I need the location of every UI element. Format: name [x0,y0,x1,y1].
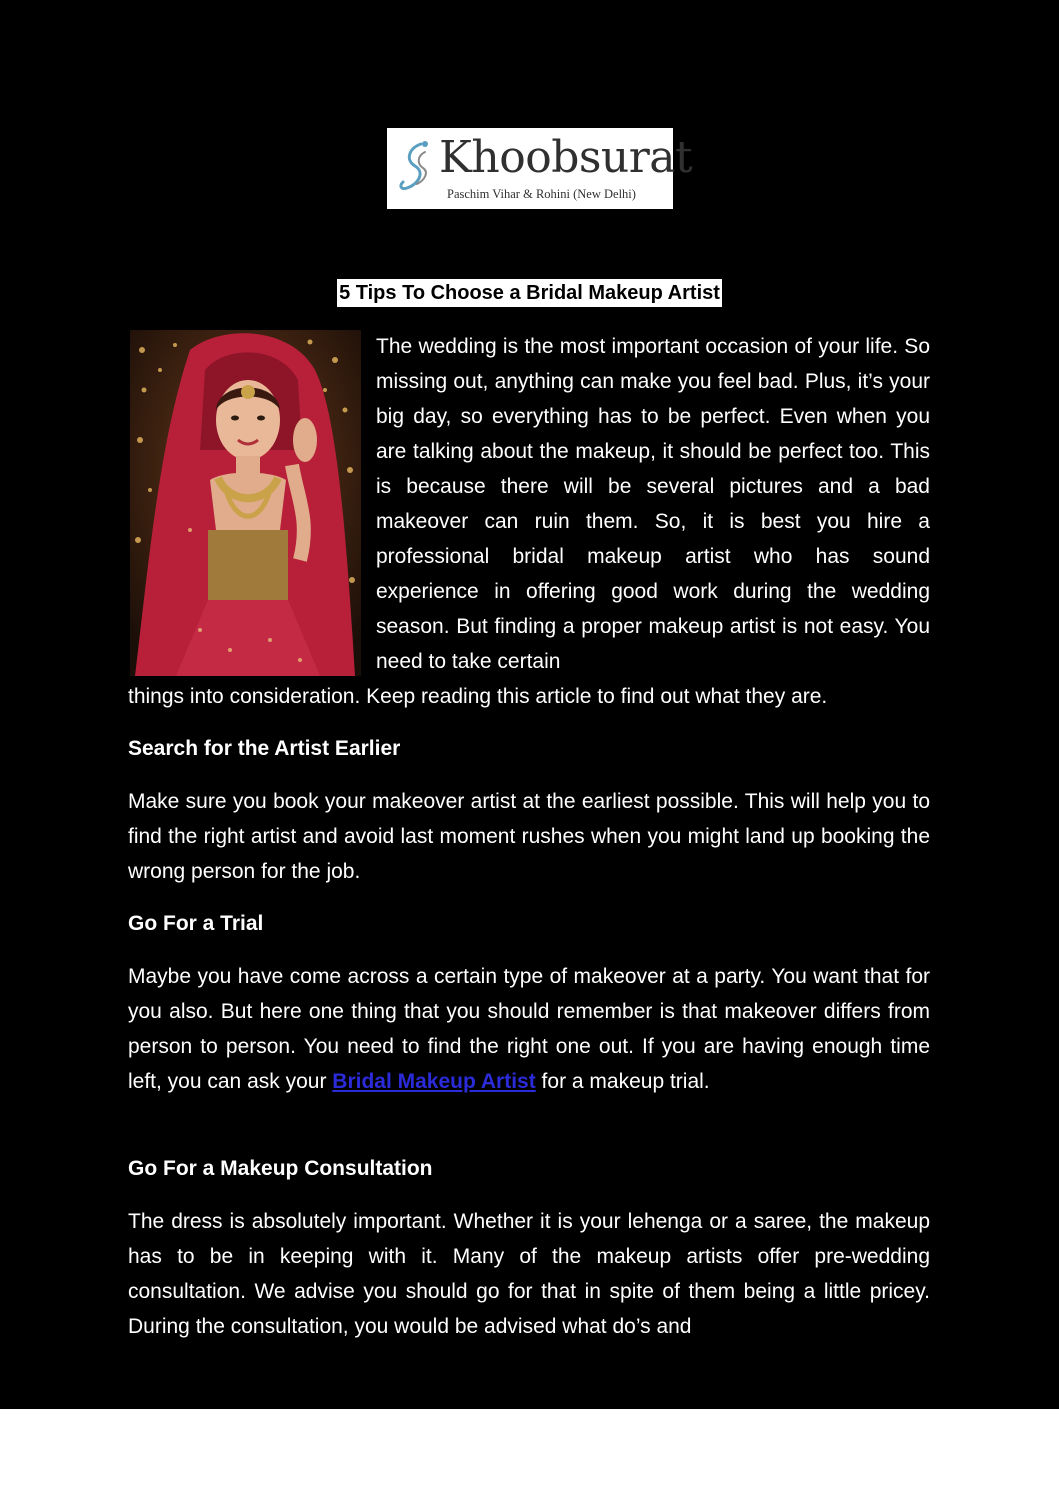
section-paragraph: Make sure you book your makeover artist at the earliest possible. This will help you to find the right artist and avoid last moment rushes when you might land up booking the wrong person for the job. [128,790,930,883]
section-heading: Search for the Artist Earlier [128,737,401,760]
section-heading: Go For a Makeup Consultation [128,1157,433,1180]
logo-swirl-icon [395,138,435,200]
paragraph-text: Maybe you have come across a certain type of makeover at a party. You want that for you also. But here one thing that you should remember is that makeover differs from person to person. You need to find the right one out. If you are having enough time left, you can ask your [128,965,930,1093]
section-heading: Go For a Trial [128,912,264,935]
intro-paragraph: The wedding is the most important occasion of your life. So missing out, anything can make you feel bad. Plus, it’s your big day, so everything has to be perfect. Even when you are talking about the makeup, it should be perfect too. This is because there will be several pictures and a bad makeover can ruin them. So, it is best you hire a professional bridal makeup artist who has sound experience in offering good work during the wedding season. But finding a proper makeup artist is not easy. You need to take certain [376,335,930,673]
section-paragraph [128,959,930,1099]
bridal-makeup-artist-link[interactable]: Bridal Makeup Artist [332,1070,536,1093]
article-title: 5 Tips To Choose a Bridal Makeup Artist [337,279,722,307]
logo-tagline: Paschim Vihar & Rohini (New Delhi) [447,187,636,201]
title-wrapper [0,279,1059,307]
paragraph-text: for a makeup trial. [535,1070,710,1093]
logo-name: Khoobsurat [439,132,693,183]
logo [387,128,693,209]
section-paragraph: The dress is absolutely important. Whether it is your lehenga or a saree, the makeup has to be in keeping with it. Many of the makeup artists offer pre-wedding consultation. We advise you should go for that in spite of them being a little pricey. During the consultation, you would be advised what do’s and [128,1210,930,1338]
intro-paragraph-end: things into consideration. Keep reading this article to find out what they are. [128,685,828,708]
bride-photo [130,330,361,676]
